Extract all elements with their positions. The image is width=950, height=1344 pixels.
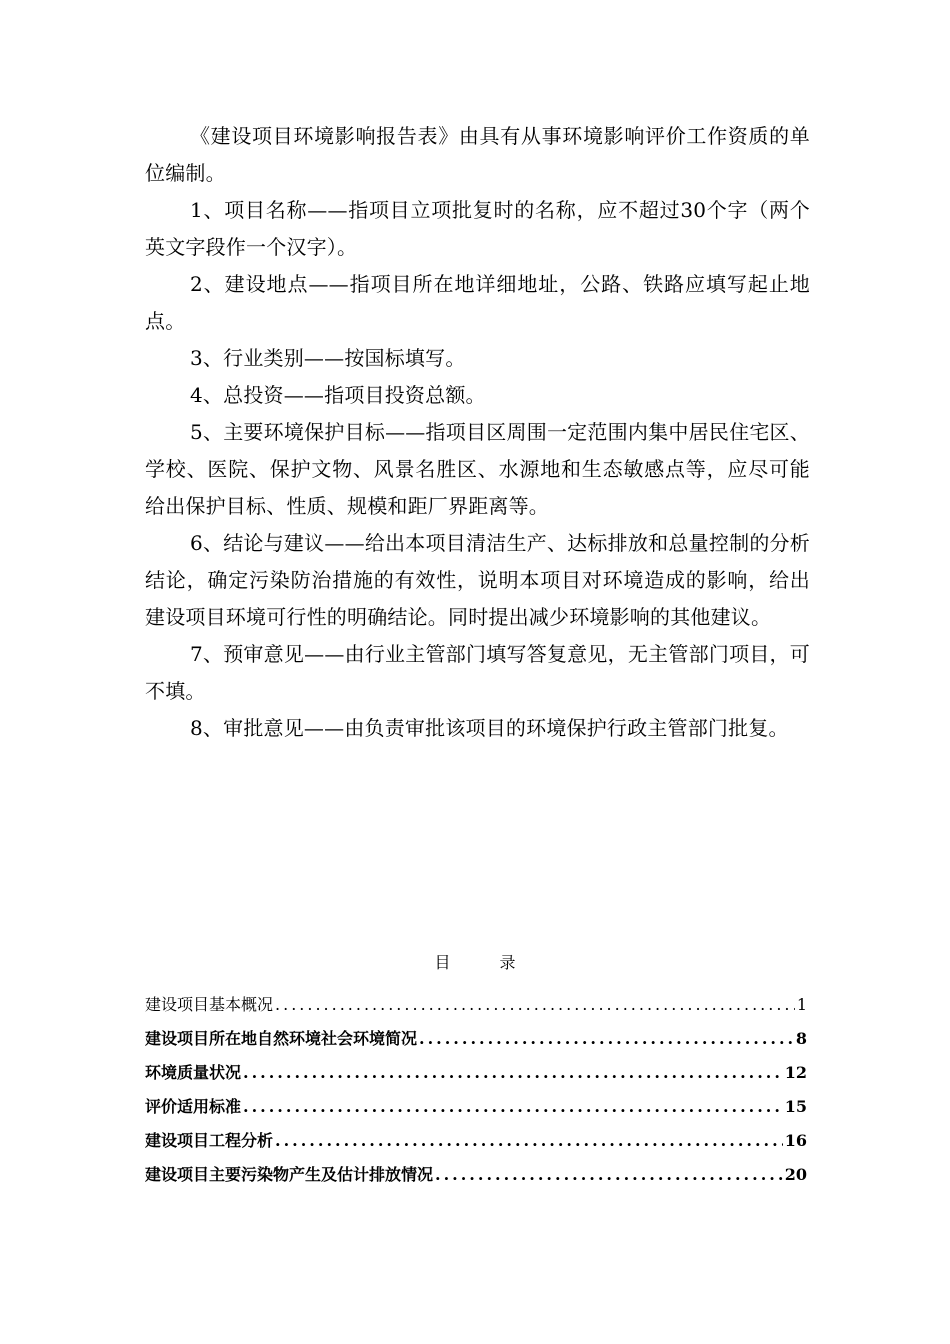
toc-entry[interactable]	[145, 1094, 807, 1128]
instruction-item-6: 6、结论与建议——给出本项目清洁生产、达标排放和总量控制的分析结论，确定污染防治措施的有效性，说明本项目对环境造成的影响，给出建设项目环境可行性的明确结论。同时提出减少环境影响的其他建议。	[145, 531, 810, 629]
instruction-item-7: 7、预审意见——由行业主管部门填写答复意见，无主管部门项目，可不填。	[145, 642, 810, 703]
toc-entry[interactable]	[145, 992, 807, 1026]
toc-entry[interactable]	[145, 1026, 807, 1060]
toc-entry-label: 评价适用标准	[145, 1097, 242, 1116]
toc-entry-label: 环境质量状况	[145, 1063, 242, 1082]
instruction-item-1: 1、项目名称——指项目立项批复时的名称，应不超过30个字（两个英文字段作一个汉字）。	[145, 198, 810, 259]
toc-leader-dots	[275, 995, 795, 1014]
toc-entry-page: 1	[796, 995, 807, 1014]
instruction-item-2: 2、建设地点——指项目所在地详细地址，公路、铁路应填写起止地点。	[145, 272, 810, 333]
instruction-intro: 《建设项目环境影响报告表》由具有从事环境影响评价工作资质的单位编制。	[145, 124, 810, 185]
toc-leader-dots	[243, 1097, 783, 1116]
toc-leader-dots	[275, 1131, 783, 1150]
toc-entry-label: 建设项目主要污染物产生及估计排放情况	[145, 1165, 434, 1184]
toc-leader-dots	[243, 1063, 783, 1082]
toc-entry-label: 建设项目工程分析	[145, 1131, 274, 1150]
toc-entry-label: 建设项目基本概况	[145, 995, 274, 1014]
instruction-item-4: 4、总投资——指项目投资总额。	[190, 383, 486, 407]
toc-entry-page: 16	[784, 1131, 807, 1150]
toc-entry-label: 建设项目所在地自然环境社会环境简况	[145, 1029, 418, 1048]
toc-entry[interactable]	[145, 1060, 807, 1094]
toc-leader-dots	[419, 1029, 794, 1048]
table-of-contents	[145, 992, 807, 1196]
toc-leader-dots	[435, 1165, 783, 1184]
toc-title: 目 录	[434, 953, 538, 972]
toc-entry-page: 20	[784, 1165, 807, 1184]
toc-entry[interactable]	[145, 1162, 807, 1196]
instruction-item-5: 5、主要环境保护目标——指项目区周围一定范围内集中居民住宅区、学校、医院、保护文物、风景名胜区、水源地和生态敏感点等，应尽可能给出保护目标、性质、规模和距厂界距离等。	[145, 420, 810, 518]
instructions-section	[145, 118, 810, 747]
toc-entry-page: 15	[784, 1097, 807, 1116]
instruction-item-8: 8、审批意见——由负责审批该项目的环境保护行政主管部门批复。	[190, 716, 789, 740]
toc-entry[interactable]	[145, 1128, 807, 1162]
toc-entry-page: 12	[784, 1063, 807, 1082]
instruction-item-3: 3、行业类别——按国标填写。	[190, 346, 466, 370]
toc-entry-page: 8	[795, 1029, 807, 1048]
